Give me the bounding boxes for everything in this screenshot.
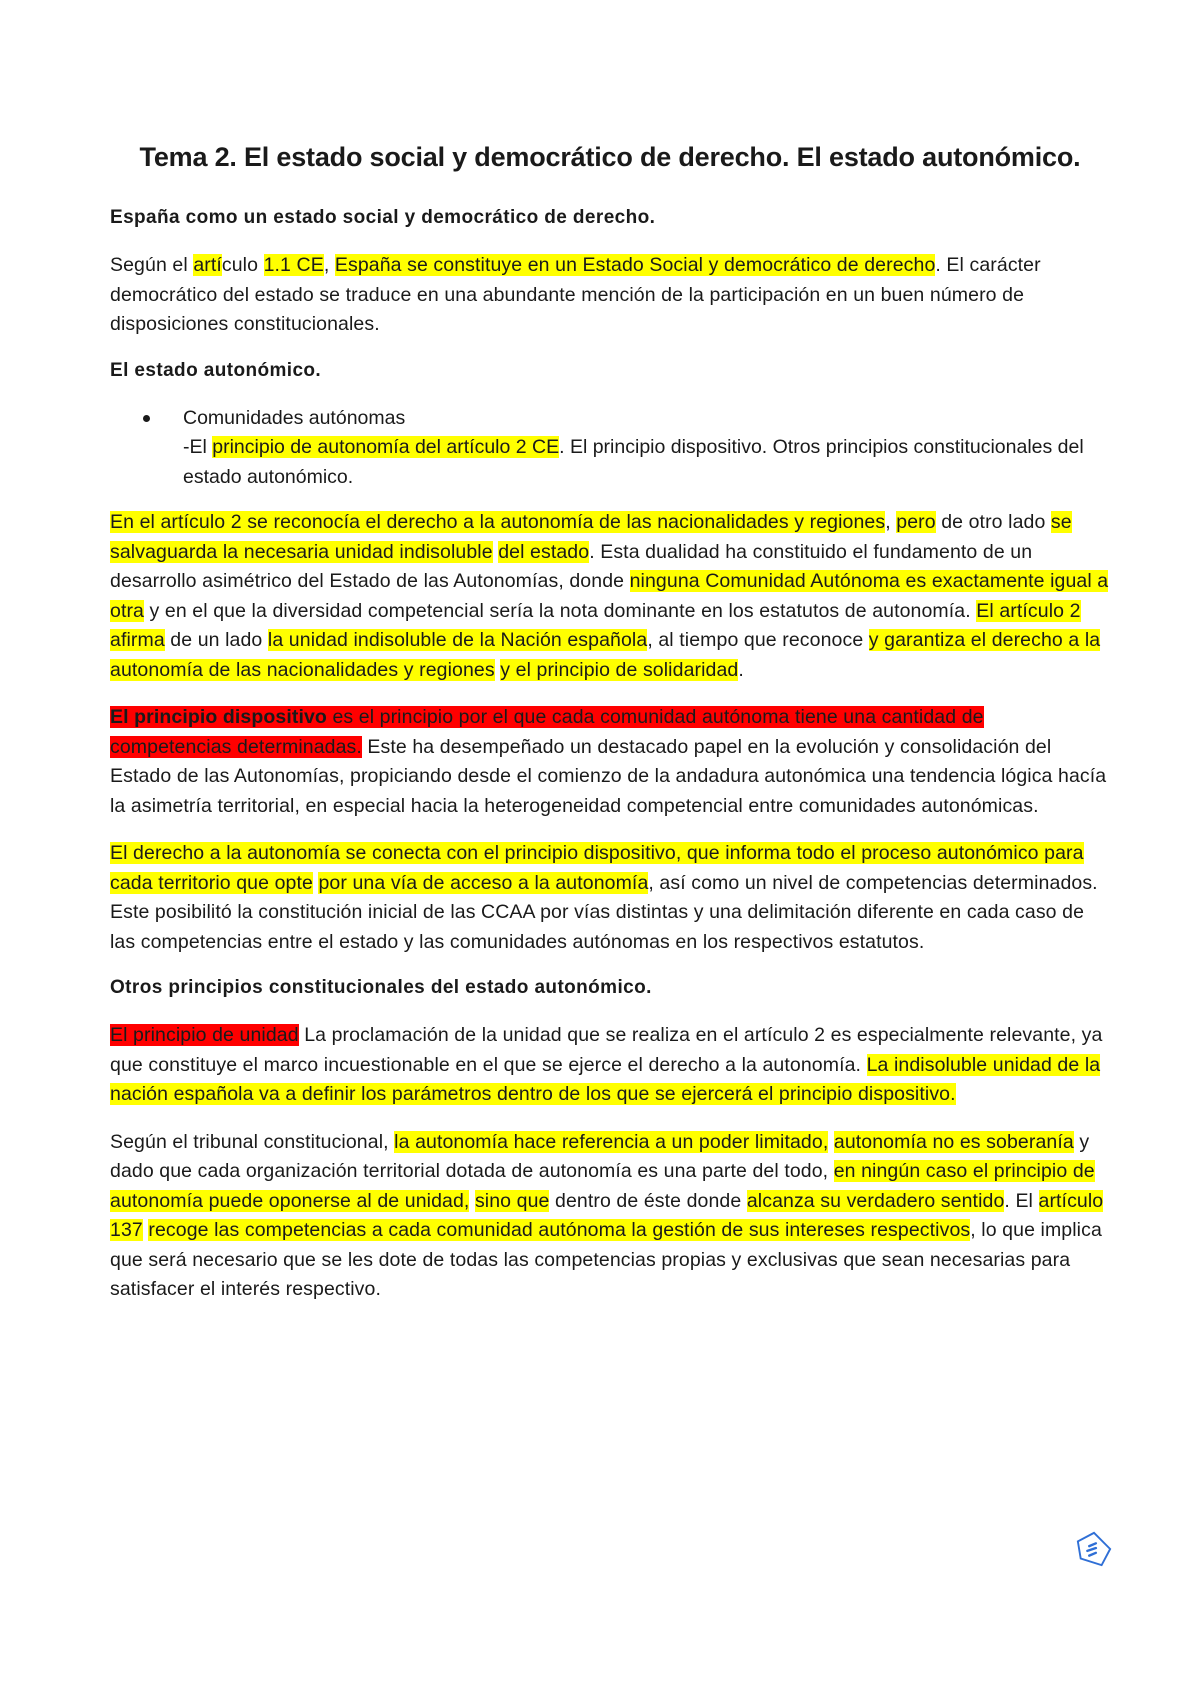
list-item: Comunidades autónomas -El principio de autonomía del artículo 2 CE. El principio dispositivo. Otros principios constitucionales del estado autonómico.: [110, 404, 1110, 493]
bullet-title: Comunidades autónomas: [183, 406, 406, 429]
paragraph-article-1-1: Según el artículo 1.1 CE, España se constituye en un Estado Social y democrático de derecho. El carácter democrático del estado se traduce en una abundante mención de la participación en un buen número de disposiciones constitucionales.: [110, 254, 1041, 335]
page-title: Tema 2. El estado social y democrático de derecho. El estado autonómico.: [139, 142, 1081, 172]
studocu-logo-icon: [1075, 1530, 1113, 1568]
section-heading-otros-principios: Otros principios constitucionales del estado autonómico.: [110, 977, 652, 998]
section-heading-spain: España como un estado social y democrático de derecho.: [110, 207, 656, 228]
paragraph-article-2: En el artículo 2 se reconocía el derecho a la autonomía de las nacionalidades y regiones, pero de otro lado se salvaguarda la necesaria unidad indisoluble del estado. Esta dualidad ha constituido el fundamento de un desarrollo asimétrico del Estado de las Autonomías, donde ninguna Comunidad Autónoma es exactamente igual a otra y en el que la diversidad competencial sería la nota dominante en los estatutos de autonomía. El artículo 2 afirma de un lado la unidad indisoluble de la Nación española, al tiempo que reconoce y garantiza el derecho a la autonomía de las nacionalidades y regiones y el principio de solidaridad.: [110, 511, 1109, 681]
paragraph-principio-dispositivo: El principio dispositivo es el principio por el que cada comunidad autónoma tiene una cantidad de competencias determinadas. Este ha desempeñado un destacado papel en la evolución y consolidación del Estado de las Autonomías, propiciando desde el comienzo de la andadura autonómica una tendencia lógica hacía la asimetría territorial, en especial hacia la heterogeneidad competencial entre comunidades autonómicas.: [110, 706, 1107, 817]
paragraph-principio-unidad: El principio de unidad La proclamación de la unidad que se realiza en el artículo 2 es especialmente relevante, ya que constituye el marco incuestionable en el que se ejerce el derecho a la autonomía. La indisoluble unidad de la nación española va a definir los parámetros dentro de los que se ejercerá el principio dispositivo.: [110, 1024, 1103, 1105]
paragraph-derecho-autonomia: El derecho a la autonomía se conecta con el principio dispositivo, que informa todo el proceso autonómico para cada territorio que opte por una vía de acceso a la autonomía, así como un nivel de competencias determinados. Este posibilitó la constitución inicial de las CCAA por vías distintas y una delimitación diferente en cada caso de las competencias entre el estado y las comunidades autónomas en los respectivos estatutos.: [110, 842, 1098, 953]
section-heading-estado-autonomico: El estado autonómico.: [110, 359, 322, 381]
paragraph-tribunal-constitucional: Según el tribunal constitucional, la autonomía hace referencia a un poder limitado, autonomía no es soberanía y dado que cada organización territorial dotada de autonomía es una parte del todo, en ningún caso el principio de autonomía puede oponerse al de unidad, sino que dentro de éste donde alcanza su verdadero sentido. El artículo 137 recoge las competencias a cada comunidad autónoma la gestión de sus intereses respectivos, lo que implica que será necesario que se les dote de todas las competencias propias y exclusivas que sean necesarias para satisfacer el interés respectivo.: [110, 1130, 1104, 1300]
document-body: [110, 140, 1110, 1323]
bullet-list: [110, 404, 1110, 493]
bullet-icon: [143, 415, 150, 422]
